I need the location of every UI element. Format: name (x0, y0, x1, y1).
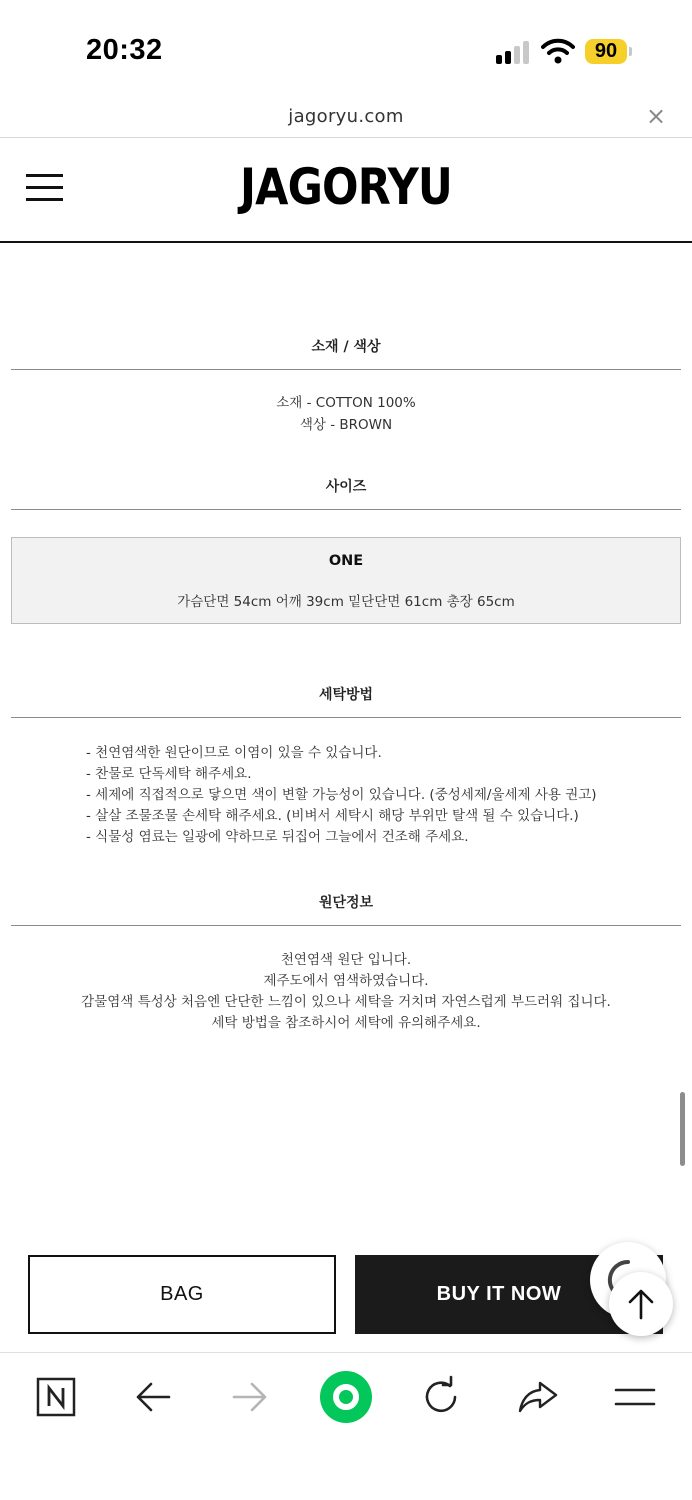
reload-icon[interactable] (419, 1375, 467, 1423)
fabric-info (0, 950, 692, 1034)
forward-arrow-icon[interactable] (228, 1375, 276, 1423)
wifi-icon (541, 37, 575, 65)
color-line: 색상 - BROWN (299, 417, 393, 433)
wash-section-title: 세탁방법 (318, 687, 374, 703)
fabric-line: 세탁 방법을 참조하시어 세탁에 유의해주세요. (211, 1015, 481, 1031)
fabric-line: 제주도에서 염색하였습니다. (263, 973, 429, 989)
battery-level: 90 (585, 39, 627, 64)
wash-instructions-list (86, 743, 597, 848)
section-divider (11, 509, 681, 510)
back-arrow-icon[interactable] (131, 1375, 179, 1423)
fabric-section-title: 원단정보 (318, 895, 374, 911)
naver-n-icon[interactable] (34, 1375, 82, 1423)
arrow-up-icon (626, 1287, 656, 1321)
fabric-line: 천연염색 원단 입니다. (280, 952, 412, 968)
size-section-title: 사이즈 (325, 479, 367, 495)
scrollbar[interactable] (680, 1092, 685, 1166)
green-dot-icon[interactable] (318, 1369, 374, 1425)
status-bar (0, 0, 692, 100)
list-item: - 세제에 직접적으로 닿으면 색이 변할 가능성이 있습니다. (중성세제/울세제 사용 권고) (86, 787, 597, 803)
list-item: - 식물성 염료는 일광에 약하므로 뒤집어 그늘에서 건조해 주세요. (86, 829, 469, 845)
site-header (0, 138, 692, 243)
buy-it-now-button[interactable]: BUY IT NOW (355, 1255, 663, 1334)
material-info (0, 392, 692, 436)
share-icon[interactable] (516, 1375, 564, 1423)
size-measurements: 가슴단면 54cm 어깨 39cm 밑단단면 61cm 총장 65cm (177, 594, 515, 610)
url-text[interactable]: jagoryu.com (288, 106, 404, 127)
menu-icon[interactable] (613, 1375, 661, 1423)
scroll-to-top-button[interactable] (609, 1272, 673, 1336)
section-divider (11, 717, 681, 718)
size-name: ONE (328, 553, 364, 569)
browser-url-bar[interactable] (0, 100, 692, 138)
section-divider (11, 369, 681, 370)
cellular-signal-icon (496, 40, 532, 64)
material-line: 소재 - COTTON 100% (276, 395, 416, 411)
size-table (11, 537, 681, 624)
browser-toolbar (0, 1352, 692, 1500)
add-to-bag-button[interactable]: BAG (28, 1255, 336, 1334)
material-section-title: 소재 / 색상 (311, 339, 381, 355)
close-icon[interactable]: × (646, 102, 667, 130)
section-divider (11, 925, 681, 926)
list-item: - 찬물로 단독세탁 해주세요. (86, 766, 252, 782)
site-logo[interactable]: JAGORYU (240, 158, 452, 216)
list-item: - 살살 조물조물 손세탁 해주세요. (비벼서 세탁시 해당 부위만 탈색 될 수 있습니다.) (86, 808, 579, 824)
list-item: - 천연염색한 원단이므로 이염이 있을 수 있습니다. (86, 745, 382, 761)
status-time: 20:32 (86, 34, 163, 66)
battery-icon (585, 39, 631, 64)
fabric-line: 감물염색 특성상 처음엔 단단한 느낌이 있으나 세탁을 거치며 자연스럽게 부드러워 집니다. (81, 994, 611, 1010)
